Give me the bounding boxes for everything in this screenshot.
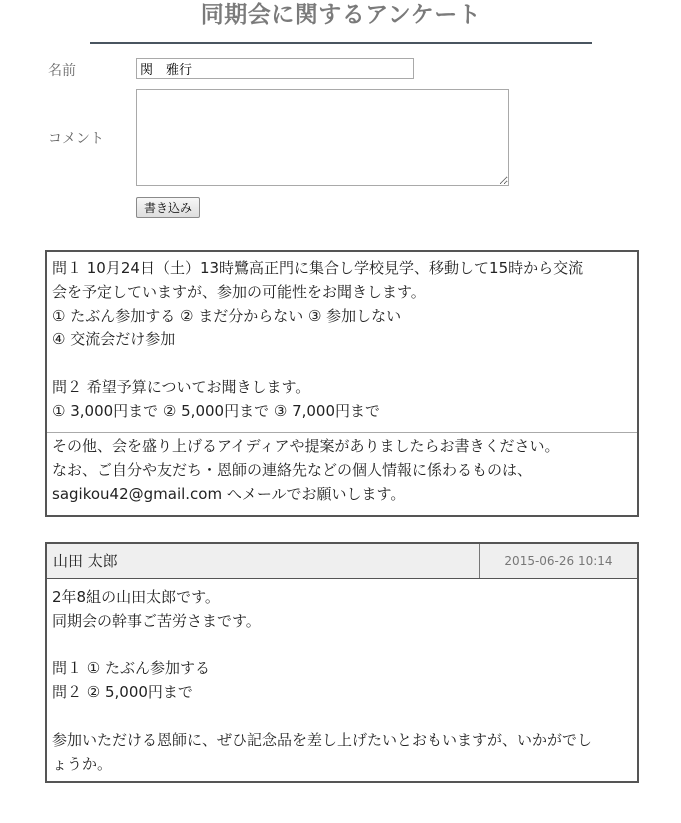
title-divider	[90, 42, 592, 44]
survey-notes	[47, 435, 637, 506]
post-entry	[45, 542, 639, 783]
post-header	[47, 544, 637, 579]
post-line: 問１ ① たぶん参加する	[52, 659, 210, 678]
page-title: 同期会に関するアンケート	[200, 2, 482, 28]
survey-notice	[45, 250, 639, 517]
survey-line: 問１ 10月24日（土）13時鷺高正門に集合し学校見学、移動して15時から交流	[52, 259, 584, 277]
survey-line: ① たぶん参加する ② まだ分からない ③ 参加しない	[52, 306, 402, 325]
survey-note: なお、ご自分や友だち・恩師の連絡先などの個人情報に係わるものは、	[52, 460, 533, 479]
survey-divider	[47, 432, 637, 433]
survey-line: ④ 交流会だけ参加	[52, 330, 176, 349]
name-label: 名前	[48, 63, 76, 79]
post-body	[47, 581, 637, 776]
comment-label: コメント	[48, 131, 104, 147]
survey-line: 会を予定していますが、参加の可能性をお聞きします。	[52, 282, 426, 301]
survey-note: sagikou42@gmail.com へメールでお願いします。	[52, 484, 406, 503]
post-spacer	[52, 705, 632, 729]
survey-note: その他、会を盛り上げるアイディアや提案がありましたらお書きください。	[52, 437, 560, 455]
post-line: 問２ ② 5,000円まで	[52, 683, 193, 702]
survey-spacer	[52, 352, 632, 376]
comment-textarea[interactable]	[136, 89, 509, 186]
survey-line: ① 3,000円まで ② 5,000円まで ③ 7,000円まで	[52, 401, 381, 420]
survey-line: 問２ 希望予算についてお聞きします。	[52, 377, 311, 396]
name-input[interactable]	[136, 58, 414, 79]
post-line: 2年8組の山田太郎です。	[52, 588, 220, 606]
survey-questions	[47, 252, 637, 432]
post-date: 2015-06-26 10:14	[479, 544, 637, 578]
post-line: 同期会の幹事ご苦労さまです。	[52, 611, 261, 630]
submit-button[interactable]: 書き込み	[136, 197, 200, 218]
post-line: ょうか。	[52, 754, 113, 773]
post-author: 山田 太郎	[53, 552, 118, 570]
post-spacer	[52, 634, 632, 658]
post-line: 参加いただける恩師に、ぜひ記念品を差し上げたいとおもいますが、いかがでし	[52, 730, 593, 749]
